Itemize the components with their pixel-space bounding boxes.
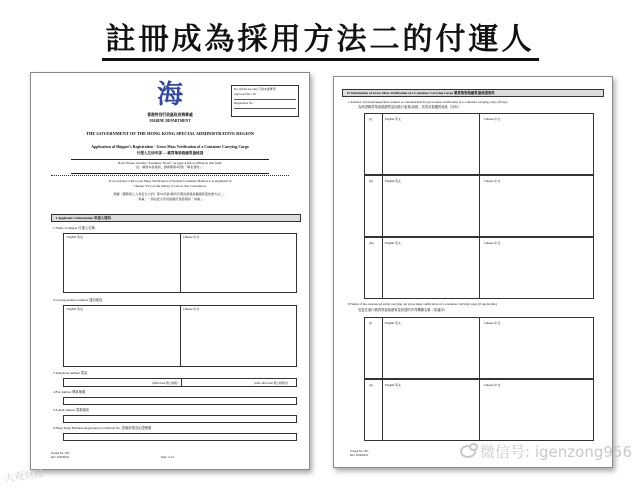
page1-page-number: Page 1 of 4: [161, 454, 175, 459]
english-label: English 英文: [385, 179, 401, 183]
banner-title-text: 註冊成為採用方法二的付運人: [102, 22, 539, 61]
banner-title: [0, 14, 640, 58]
item-number: (ii): [369, 179, 373, 183]
page2-footer-version: [350, 450, 368, 457]
number-column-divider: [382, 318, 383, 378]
agency-name-cn: 香港特別行政區政府海事處: [147, 113, 193, 117]
chinese-label: Chinese 中文: [484, 241, 501, 245]
item-number: (ii): [369, 383, 373, 387]
q8-label: 8 Name of the outsourced entity carrying out gross mass verification of a container carrying cargo (if applicable): [348, 302, 497, 306]
telephone-field[interactable]: [63, 378, 297, 387]
registration-no-line: [234, 102, 296, 109]
fax-field[interactable]: [63, 397, 297, 405]
after-office-hour-label: (After office hour 辦公時間外): [254, 381, 289, 385]
office-hour-label: (Office hour 辦公時間): [152, 381, 178, 385]
source-watermark: 大观财经: [3, 468, 45, 485]
shipper-name-english-label: English 英文: [67, 235, 83, 239]
telephone-divider: [181, 379, 182, 386]
q8-item-1[interactable]: [364, 317, 594, 379]
chinese-label: Chinese 中文: [484, 321, 501, 325]
address-english-label: English 英文: [67, 307, 83, 311]
english-label: English 英文: [385, 241, 401, 245]
shipper-name-box[interactable]: [63, 233, 297, 293]
guidance-note-box: [71, 159, 269, 174]
accordance-text-en-2: Chapter VI-2 of the Safety of Life at Sea Convention.: [133, 184, 207, 188]
official-use-title: For official use only 只供本處專用: [234, 87, 276, 91]
q7-item-3[interactable]: [364, 237, 594, 299]
application-title-en: Application of Shipper's Registration - Gross Mass Verification of a Container Carrying Cargo: [91, 145, 249, 149]
form-page-2: [333, 76, 613, 468]
q3-label: 3 Telephone number 電話: [53, 371, 88, 375]
wechat-watermark-text: 微信号: igenzong956: [480, 443, 632, 461]
number-column-divider: [382, 176, 383, 236]
section-gross-mass-info: II Information of Gross Mass Verification of a Container Carrying Cargo 載貨集裝箱總質量核證資料: [342, 89, 604, 97]
column-divider: [479, 176, 480, 236]
q8-label-cn: 受委託進行載貨集裝箱總質量核證的外判機構名稱（如適用）: [358, 308, 448, 312]
english-label: English 英文: [385, 383, 401, 387]
number-column-divider: [382, 238, 383, 298]
column-divider: [479, 318, 480, 378]
q7-label-cn: 為核證載貨集裝箱總質量而進行裝箱/拆箱、清洗或裝櫃的地址（如有）: [358, 105, 462, 109]
q8-item-2[interactable]: [364, 379, 594, 441]
approved-label: Approved Yes / No: [234, 92, 257, 97]
item-number: (iii): [369, 241, 374, 245]
chinese-label: Chinese 中文: [484, 383, 501, 387]
shipper-name-chinese-label: Chinese 中文: [183, 235, 200, 239]
q4-label: 4 Fax number 傳真號碼: [53, 390, 86, 394]
accordance-text-cn-2: 「貨重」一詞在此文件指裝載於集裝箱的「貨重」。: [135, 197, 205, 201]
column-divider: [479, 238, 480, 298]
version-text: Version No.: 003: [350, 450, 369, 453]
separator-line: [51, 175, 289, 178]
number-column-divider: [382, 380, 383, 440]
item-number: (i): [369, 321, 372, 325]
registration-no-label: Registration No.: [234, 101, 254, 106]
revision-text: Rev: 2016/06/22: [350, 453, 368, 457]
wechat-watermark: [460, 441, 632, 462]
q2-label: 2 Correspondence Address 通訊地址: [53, 298, 103, 302]
business-registration-field[interactable]: [63, 433, 297, 441]
section-applicant-info: I Applicant's Information 申請人資料: [51, 214, 301, 222]
agency-name-en: MARINE DEPARTMENT: [149, 119, 191, 123]
column-divider: [180, 306, 181, 366]
number-column-divider: [382, 114, 383, 174]
application-title-cn: 付運人註冊申請 — 載貨集裝箱總質量核證: [136, 151, 204, 155]
q1-label: 1 Name of shipper 付運人名稱: [53, 226, 95, 230]
q7-item-1[interactable]: [364, 113, 594, 175]
q5-label: 5 E-mail address 電郵地址: [53, 408, 90, 412]
wechat-icon: [460, 445, 476, 458]
correspondence-address-box[interactable]: [63, 305, 297, 367]
accordance-text-cn: 根據《國際海上人命安全公約》第VI章第2條所訂明的裝箱貨櫃總質量核證方法二，: [113, 192, 227, 196]
column-divider: [479, 114, 480, 174]
version-text: Version No.: 003: [51, 452, 70, 455]
guidance-note-en: Note: Please read the "Guidance Notes" on page 4 before filling in this form.: [117, 161, 223, 165]
chinese-label: Chinese 中文: [484, 117, 501, 121]
approved-line: [234, 93, 296, 100]
form-page-1: [30, 72, 310, 470]
address-chinese-label: Chinese 中文: [183, 307, 200, 311]
q7-label: 7 Address of packed/unpacked, washed or containerized for gross mass verification of a container carrying cargo (if any): [348, 100, 508, 104]
page1-footer-version: [51, 452, 69, 459]
marine-department-logo: 海: [156, 80, 183, 110]
column-divider: [479, 380, 480, 440]
government-heading: THE GOVERNMENT OF THE HONG KONG SPECIAL ADMINISTRATIVE REGION: [86, 131, 254, 136]
chinese-label: Chinese 中文: [484, 179, 501, 183]
item-number: (i): [369, 117, 372, 121]
q7-item-2[interactable]: [364, 175, 594, 237]
accordance-text-en: In accordance with Gross Mass Verification of Packed Container Method 2 as stipulated in: [108, 179, 232, 183]
email-field[interactable]: [63, 415, 297, 423]
english-label: English 英文: [385, 117, 401, 121]
column-divider: [180, 234, 181, 292]
q6-label: 6 Hong Kong Business Registration Certificate No. 香港商業登記證號碼: [53, 426, 152, 430]
revision-text: Rev: 2016/06/22: [51, 455, 69, 459]
english-label: English 英文: [385, 321, 401, 325]
guidance-note-cn: 註：填寫本表格前，請參閱第4頁的「填表須知」。: [135, 164, 205, 169]
